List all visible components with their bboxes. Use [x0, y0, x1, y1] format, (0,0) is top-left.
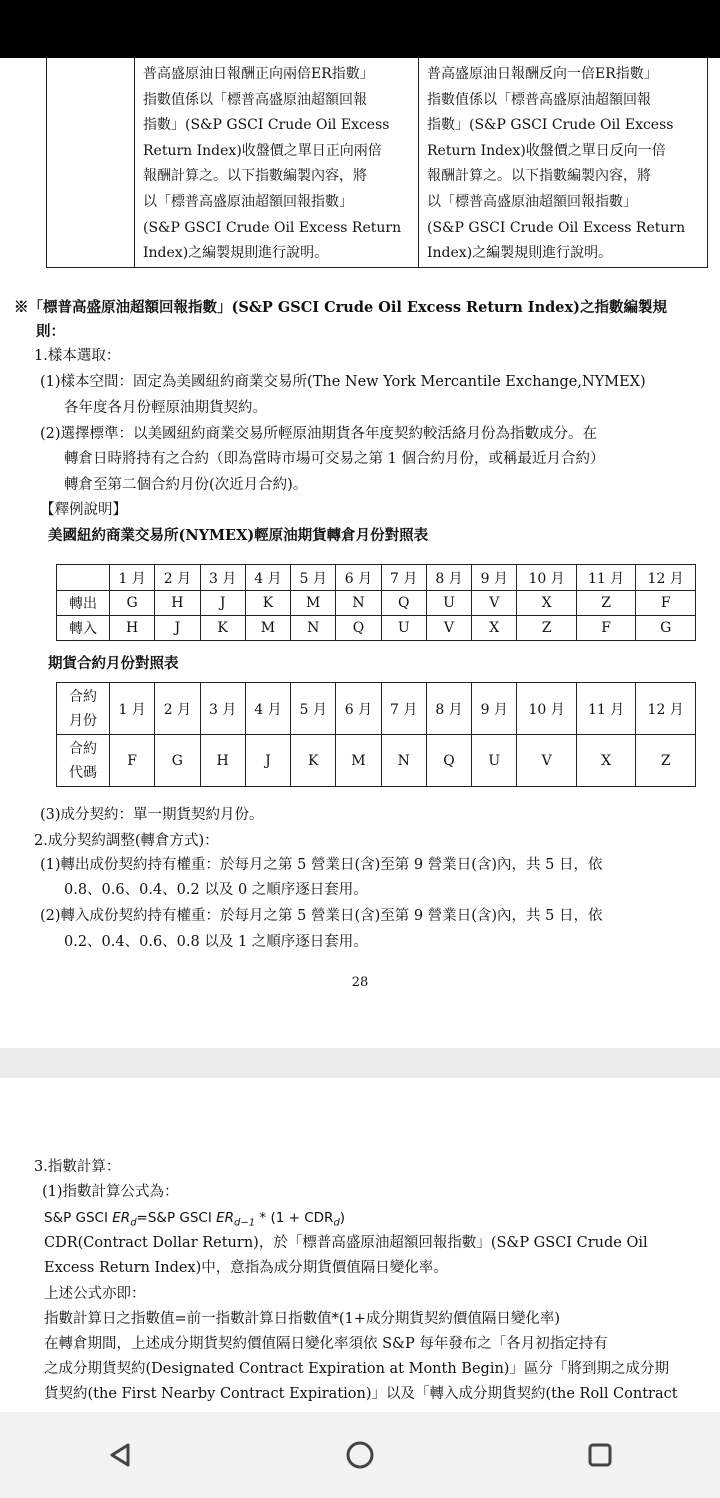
s1-1-line: 各年度各月份輕原油期貨契約。 [64, 400, 267, 416]
formula-part: * (1 + CDR [255, 1210, 334, 1226]
cell: M [291, 591, 336, 616]
navigation-bar [0, 1412, 720, 1498]
table1-title: 美國紐約商業交易所(NYMEX)輕原油期貨轉倉月份對照表 [48, 527, 429, 544]
month-cell: 5 月 [291, 683, 336, 735]
cell: U [426, 591, 471, 616]
above-formula-line: 上述公式亦即： [44, 1286, 146, 1302]
month-header: 4 月 [245, 565, 290, 591]
index-formula-line: 指數計算日之指數值=前一指數計算日指數值*(1+成分期貨契約價值隔日變化率) [44, 1311, 561, 1327]
formula-part: d−1 [234, 1217, 256, 1229]
code-cell: K [291, 735, 336, 787]
month-header: 2 月 [155, 565, 200, 591]
top-table-empty-cell [47, 58, 135, 267]
cell: N [336, 591, 381, 616]
recents-button[interactable] [570, 1425, 630, 1485]
s1-1-line: (1)樣本空間：固定為美國紐約商業交易所(The New York Mercantile Exchange,NYMEX) [40, 374, 646, 390]
formula-part: ) [339, 1210, 346, 1226]
text-line: 以「標普高盛原油超額回報指數」 [143, 193, 353, 210]
month-header: 12 月 [636, 565, 696, 591]
month-cell: 11 月 [576, 683, 635, 735]
cell: J [200, 591, 245, 616]
roll-line: 之成分期貨契約(Designated Contract Expiration at Month Begin)」區分「將到期之成分期 [44, 1361, 669, 1377]
section-heading: ※「標普高盛原油超額回報指數」(S&P GSCI Crude Oil Excess Return Index)之指數編製規 [14, 299, 667, 316]
formula-part: S&P GSCI [44, 1210, 113, 1226]
cell: Q [381, 591, 426, 616]
cell: U [381, 616, 426, 641]
code-cell: Q [426, 735, 471, 787]
formula-part: ER [112, 1210, 131, 1226]
formula-part: d [130, 1217, 137, 1229]
month-header: 10 月 [517, 565, 576, 591]
cell: F [576, 616, 635, 641]
month-header: 5 月 [291, 565, 336, 591]
s1-2-line: 轉倉至第二個合約月份(次近月合約)。 [64, 477, 308, 493]
section-heading-cont: 則： [36, 323, 65, 340]
cell: H [155, 591, 200, 616]
code-cell: G [155, 735, 200, 787]
text-line: 普高盛原油日報酬正向兩倍ER指數」 [143, 66, 374, 82]
s1-2-line: (2)選擇標準：以美國紐約商業交易所輕原油期貨各年度契約較活絡月份為指數成分。在 [40, 426, 598, 442]
cdr-line: CDR(Contract Dollar Return)，於「標普高盛原油超額回報指數」(S&P GSCI Crude Oil [44, 1235, 648, 1251]
cell: X [472, 616, 517, 641]
top-table [46, 58, 708, 268]
code-cell: U [472, 735, 517, 787]
back-icon [106, 1441, 134, 1469]
cell: G [636, 616, 696, 641]
row-label-code [57, 735, 110, 787]
cell: G [110, 591, 155, 616]
formula-part: =S&P GSCI [136, 1210, 217, 1226]
text-line: 指數值係以「標普高盛原油超額回報 [427, 91, 651, 108]
text-line: 指數值係以「標普高盛原油超額回報 [143, 91, 367, 108]
month-cell: 1 月 [110, 683, 155, 735]
row-label-out: 轉出 [57, 591, 110, 616]
row-label-month [57, 683, 110, 735]
text-line: (S&P GSCI Crude Oil Excess Return [427, 219, 686, 236]
top-table-col-inverse [419, 58, 708, 267]
row-label-in: 轉入 [57, 616, 110, 641]
s2-2-line: 0.2、0.4、0.6、0.8 以及 1 之順序逐日套用。 [64, 934, 368, 950]
cdr-line: Excess Return Index)中，意指為成分期貨價值隔日變化率。 [44, 1260, 448, 1276]
cell: J [155, 616, 200, 641]
s2-2-line: (2)轉入成份契約持有權重：於每月之第 5 營業日(含)至第 9 營業日(含)內，共 5 日，依 [40, 908, 603, 924]
roll-line: 在轉倉期間，上述成分期貨契約價值隔日變化率須依 S&P 每年發布之「各月初指定持有 [44, 1336, 608, 1352]
page-number: 28 [351, 975, 369, 990]
code-cell: X [576, 735, 635, 787]
s2-1-line: (1)轉出成份契約持有權重：於每月之第 5 營業日(含)至第 9 營業日(含)內，共 5 日，依 [40, 857, 603, 873]
roll-month-table [56, 564, 696, 641]
month-cell: 6 月 [336, 683, 381, 735]
month-cell: 2 月 [155, 683, 200, 735]
home-button[interactable] [330, 1425, 390, 1485]
code-cell: F [110, 735, 155, 787]
text-line: 指數」(S&P GSCI Crude Oil Excess [143, 117, 390, 134]
label-part: 月份 [69, 712, 97, 729]
month-cell: 10 月 [517, 683, 576, 735]
roll-line: 貨契約(the First Nearby Contract Expiration)」以及「轉入成分期貨契約(the Roll Contract [44, 1386, 678, 1402]
cell: X [517, 591, 576, 616]
month-header: 6 月 [336, 565, 381, 591]
cell: Q [336, 616, 381, 641]
cell: H [110, 616, 155, 641]
page-gap [0, 1048, 720, 1078]
s1-3-line: (3)成分契約：單一期貨契約月份。 [40, 807, 264, 823]
text-line: 報酬計算之。以下指數編製內容，將 [143, 168, 367, 185]
code-cell: H [200, 735, 245, 787]
text-line: 以「標普高盛原油超額回報指數」 [427, 193, 637, 210]
formula-part: d [333, 1217, 340, 1229]
text-line: 普高盛原油日報酬反向一倍ER指數」 [427, 66, 658, 82]
contract-month-table [56, 682, 696, 787]
code-cell: Z [636, 735, 696, 787]
example-label: 【釋例說明】 [40, 502, 127, 518]
month-header: 1 月 [110, 565, 155, 591]
cell: N [291, 616, 336, 641]
code-cell: M [336, 735, 381, 787]
status-bar [0, 0, 720, 58]
s3-title: 3.指數計算： [34, 1159, 121, 1175]
formula-part: ER [216, 1210, 235, 1226]
top-table-col-positive [135, 58, 419, 267]
cell: V [472, 591, 517, 616]
cell: Z [517, 616, 576, 641]
text-line: Index)之編製規則進行說明。 [427, 245, 613, 262]
code-cell: V [517, 735, 576, 787]
home-icon [344, 1439, 376, 1471]
label-part: 合約 [69, 740, 97, 757]
cell: K [245, 591, 290, 616]
cell: F [636, 591, 696, 616]
month-cell: 12 月 [636, 683, 696, 735]
formula [44, 1208, 345, 1234]
month-cell: 7 月 [381, 683, 426, 735]
back-button[interactable] [90, 1425, 150, 1485]
text-line: Index)之編製規則進行說明。 [143, 245, 329, 262]
label-part: 代碼 [69, 764, 97, 781]
month-header: 9 月 [472, 565, 517, 591]
month-header: 8 月 [426, 565, 471, 591]
cell: Z [576, 591, 635, 616]
cell: M [245, 616, 290, 641]
month-header: 11 月 [576, 565, 635, 591]
empty-header-cell [57, 565, 110, 591]
s1-title: 1.樣本選取： [34, 348, 121, 364]
s2-1-line: 0.8、0.6、0.4、0.2 以及 0 之順序逐日套用。 [64, 882, 368, 898]
table2-title: 期貨合約月份對照表 [48, 655, 179, 672]
s1-2-line: 轉倉日時將持有之合約（即為當時市場可交易之第 1 個合約月份，或稱最近月合約） [64, 451, 605, 467]
code-cell: N [381, 735, 426, 787]
month-cell: 3 月 [200, 683, 245, 735]
month-cell: 8 月 [426, 683, 471, 735]
text-line: Return Index)收盤價之單日反向一倍 [427, 142, 666, 159]
text-line: (S&P GSCI Crude Oil Excess Return [143, 219, 402, 236]
label-part: 合約 [69, 688, 97, 705]
s2-title: 2.成分契約調整(轉倉方式)： [34, 833, 219, 849]
recents-icon [586, 1441, 614, 1469]
s3-1-line: (1)指數計算公式為： [42, 1184, 179, 1200]
text-line: Return Index)收盤價之單日正向兩倍 [143, 142, 382, 159]
code-cell: J [245, 735, 290, 787]
month-cell: 9 月 [472, 683, 517, 735]
cell: K [200, 616, 245, 641]
month-header: 3 月 [200, 565, 245, 591]
cell: V [426, 616, 471, 641]
text-line: 指數」(S&P GSCI Crude Oil Excess [427, 117, 674, 134]
month-header: 7 月 [381, 565, 426, 591]
text-line: 報酬計算之。以下指數編製內容，將 [427, 168, 651, 185]
month-cell: 4 月 [245, 683, 290, 735]
